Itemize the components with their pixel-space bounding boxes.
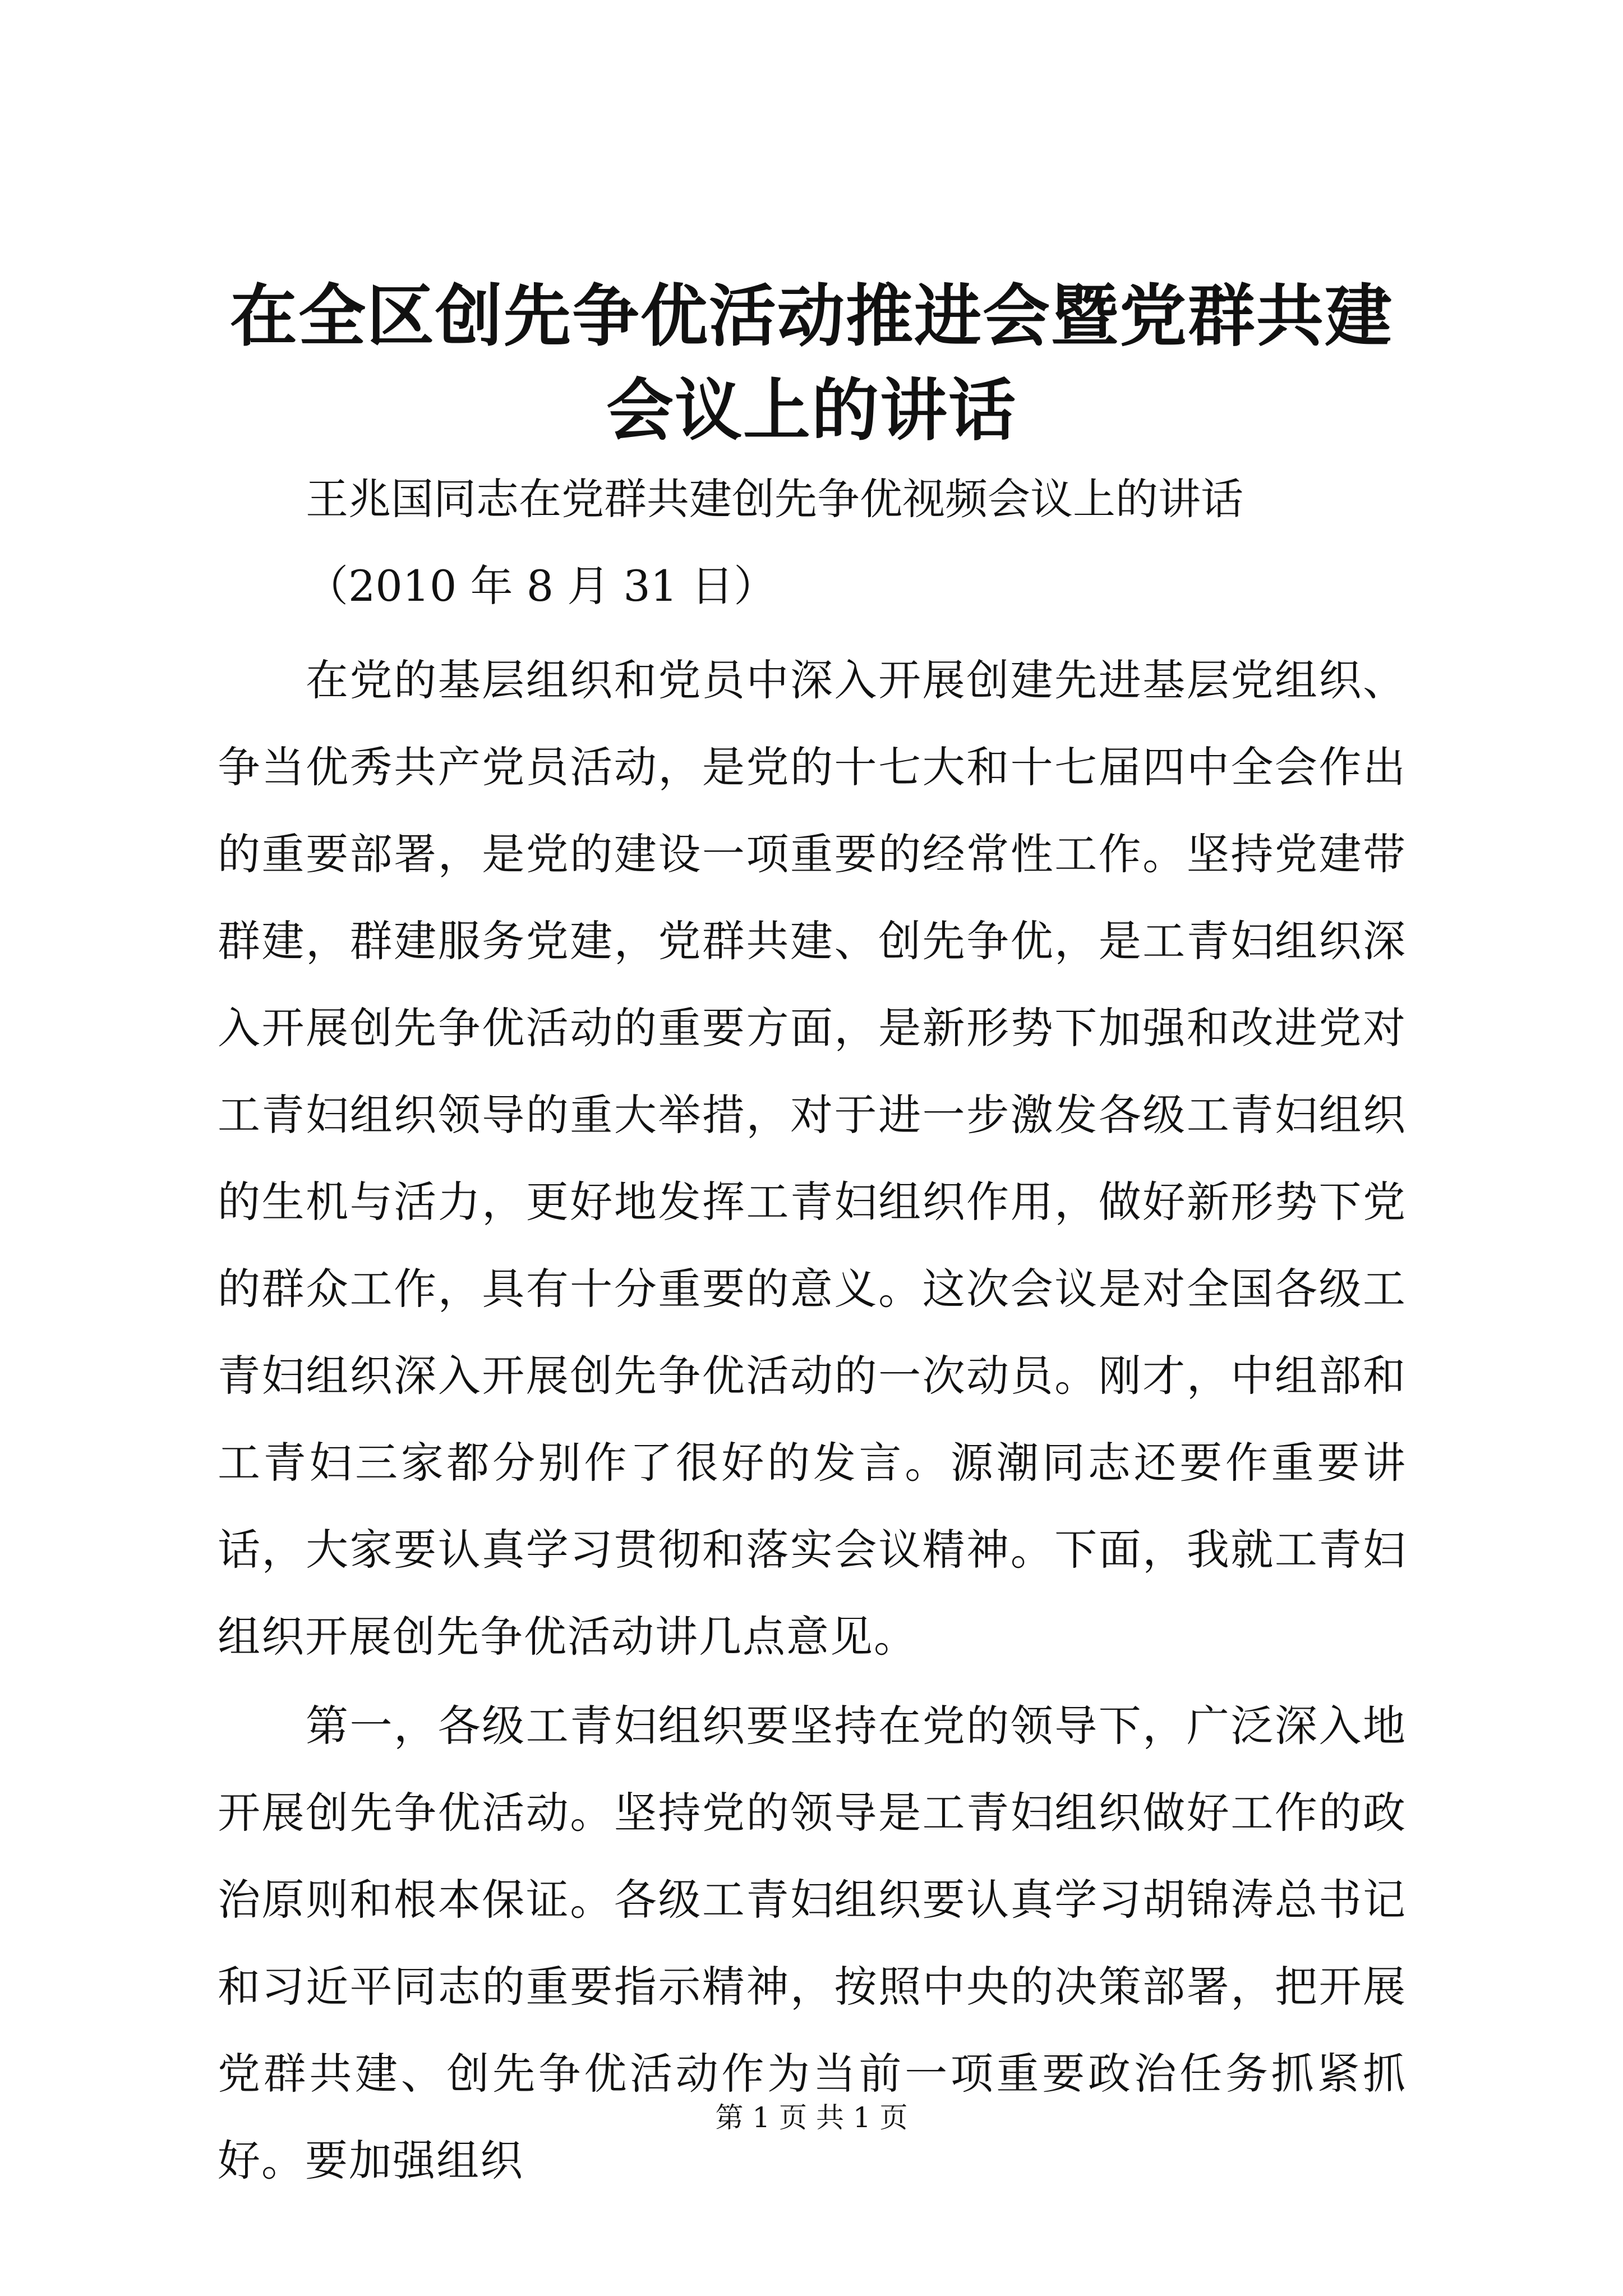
- document-subtitle: 王兆国同志在党群共建创先争优视频会议上的讲话: [306, 474, 1243, 524]
- document-body: [218, 637, 1407, 2206]
- body-paragraph-1: 在党的基层组织和党员中深入开展创建先进基层党组织、争当优秀共产党员活动，是党的十七大和十七届四中全会作出的重要部署，是党的建设一项重要的经常性工作。坚持党建带群建，群建服务党建，党群共建、创先争优，是工青妇组织深入开展创先争优活动的重要方面，是新形势下加强和改进党对工青妇组织领导的重大举措，对于进一步激发各级工青妇组织的生机与活力，更好地发挥工青妇组织作用，做好新形势下党的群众工作，具有十分重要的意义。这次会议是对全国各级工青妇组织深入开展创先争优活动的一次动员。刚才，中组部和工青妇三家都分别作了很好的发言。源潮同志还要作重要讲话，大家要认真学习贯彻和落实会议精神。下面，我就工青妇组织开展创先争优活动讲几点意见。: [218, 655, 1407, 1662]
- document-date: （2010 年 8 月 31 日）: [306, 561, 777, 611]
- document-title: 在全区创先争优活动推进会暨党群共建会议上的讲话: [230, 277, 1393, 450]
- body-paragraph-2: 第一，各级工青妇组织要坚持在党的领导下，广泛深入地开展创先争优活动。坚持党的领导是工青妇组织做好工作的政治原则和根本保证。各级工青妇组织要认真学习胡锦涛总书记和习近平同志的重要指示精神，按照中央的决策部署，把开展党群共建、创先争优活动作为当前一项重要政治任务抓紧抓好。要加强组织: [218, 1701, 1407, 2185]
- page-footer: 第 1 页 共 1 页: [715, 2101, 908, 2134]
